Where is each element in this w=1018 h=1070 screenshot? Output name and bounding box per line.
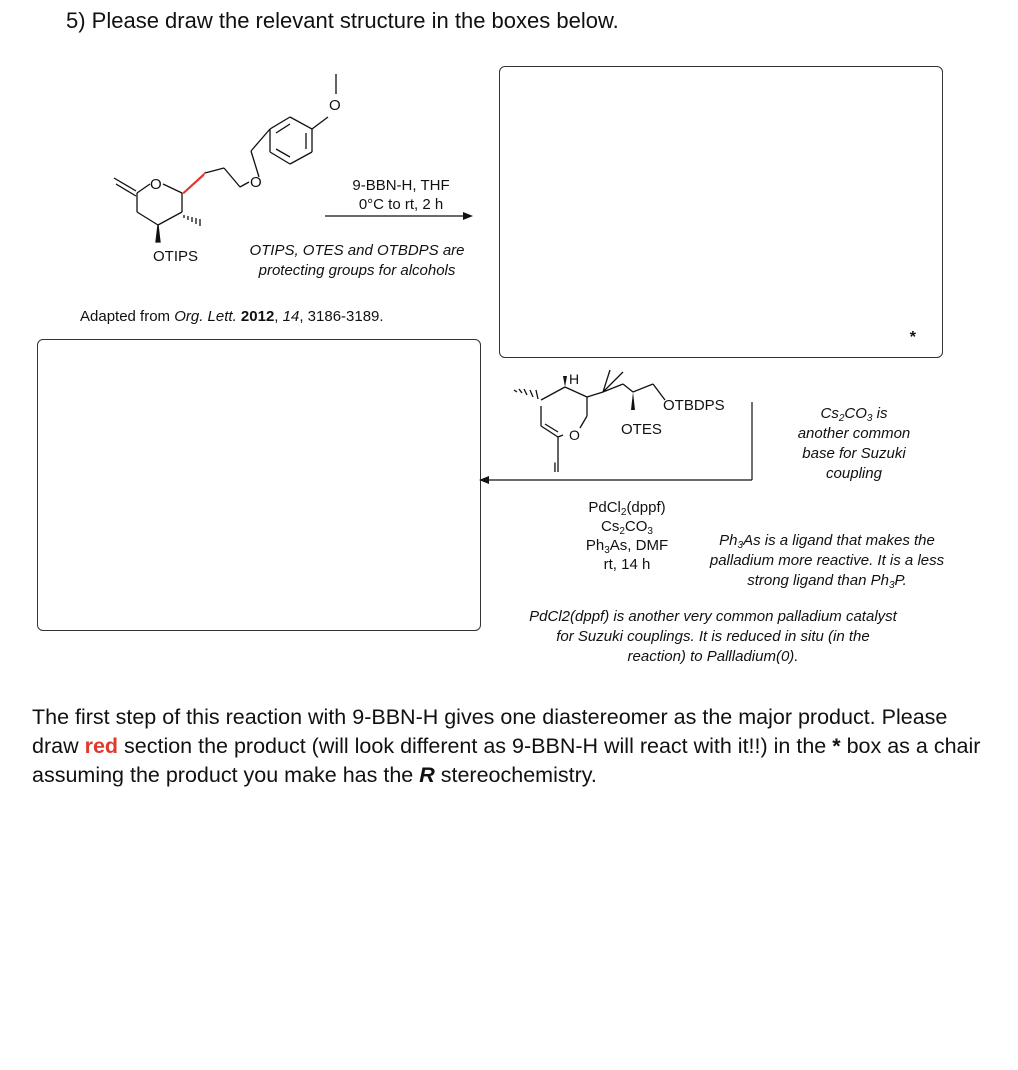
red-word: red [84, 734, 119, 758]
cs2co3-note: $Cs_2CO_3$ is another common base for Suzuki coupling [797, 405, 911, 482]
step1-reagent-line1: 9-BBN-H, THF [352, 177, 450, 194]
protecting-groups-note [226, 241, 488, 281]
sm-ether-oxygen: O [250, 174, 262, 191]
otips-label: OTIPS [153, 248, 199, 265]
citation-volume: 14 [282, 308, 300, 325]
note-line1: OTIPS, OTES and OTBDPS are [249, 242, 465, 259]
partner-h: H [569, 371, 580, 387]
partner-iodide: I [553, 459, 557, 475]
pd-catalyst-note: PdCl2(dppf) is another very common palladium catalyst for Suzuki couplings. It is reduced in situ (in the reaction) to Pallladium(0). [529, 608, 897, 665]
partner-otbdps: OTBDPS [663, 397, 725, 414]
citation-pages: , 3186-3189. [299, 308, 384, 325]
step1-reagents [326, 176, 476, 214]
instruction-paragraph: The first step of this reaction with 9-BBN-H gives one diastereomer as the major product. Please draw red section the product (will look different as 9-BBN-H will react with it!!) in the * box as a chair assuming the product you make has the R stereochemistry. [32, 705, 981, 787]
sm-ring-oxygen: O [150, 176, 162, 193]
question-title: 5) Please draw the relevant structure in the boxes below. [66, 8, 619, 33]
ph3as-note: $Ph_3As$ is a ligand that makes the palladium more reactive. It is a less strong ligand than $Ph_3P$. [709, 532, 945, 591]
citation-year: 2012 [240, 308, 275, 325]
partner-oxygen: O [569, 427, 580, 443]
citation-journal: Org. Lett. [174, 308, 237, 325]
note-line2: protecting groups for alcohols [258, 262, 456, 279]
step2-reagents: PdCl$_2$(dppf) $Cs_2CO_3$ $Ph_3As$, DMF rt, 14 h [585, 499, 669, 573]
answer-box-product[interactable] [37, 339, 481, 631]
star-marker: * [909, 329, 916, 346]
citation-prefix: Adapted from [80, 308, 175, 325]
step1-arrow [325, 212, 475, 222]
step1-reagent-line2: 0°C to rt, 2 h [358, 196, 444, 213]
citation: Adapted from Org. Lett. 2012, 14, 3186-3189. [80, 308, 384, 325]
sm-methoxy-oxygen: O [329, 97, 341, 114]
answer-box-star[interactable] [499, 66, 943, 358]
step2-arrow [476, 400, 756, 490]
partner-otes: OTES [621, 421, 662, 438]
starting-material-structure [100, 60, 400, 270]
